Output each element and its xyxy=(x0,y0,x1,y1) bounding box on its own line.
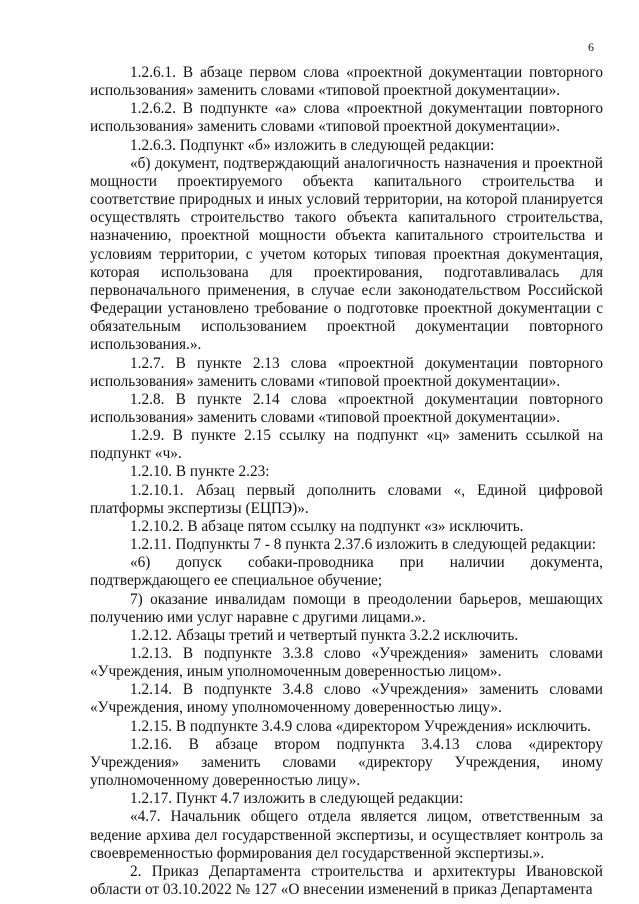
paragraph-1-2-17: 1.2.17. Пункт 4.7 изложить в следующей редакции: xyxy=(130,790,464,808)
paragraph-1-2-9: 1.2.9. В пункте 2.15 ссылку на подпункт «ц» заменить ссылкой на подпункт «ч». xyxy=(90,427,603,463)
page-number: 6 xyxy=(588,40,594,54)
paragraph-1-2-10-1: 1.2.10.1. Абзац первый дополнить словами «, Единой цифровой платформы экспертизы (ЕЦПЭ)». xyxy=(90,481,603,517)
paragraph-1-2-7: 1.2.7. В пункте 2.13 слова «проектной документации повторного использования» заменить словами «типовой проектной документации». xyxy=(90,354,603,390)
document-body xyxy=(90,64,603,899)
paragraph-subitem-6: «6) допуск собаки-проводника при наличии документа, подтверждающего ее специальное обучение; xyxy=(90,554,603,590)
paragraph-item-4-7-text: «4.7. Начальник общего отдела является лицом, ответственным за ведение архива дел государственной экспертизы, и осуществляет контроль за своевременностью формирования дел государственной экспертизы.». xyxy=(90,808,603,862)
paragraph-1-2-12: 1.2.12. Абзацы третий и четвертый пункта 3.2.2 исключить. xyxy=(130,626,519,644)
paragraph-1-2-6-2: 1.2.6.2. В подпункте «а» слова «проектной документации повторного использования» заменить словами «типовой проектной документации». xyxy=(90,100,603,136)
paragraph-1-2-14: 1.2.14. В подпункте 3.4.8 слово «Учреждения» заменить словами «Учреждения, иному уполномоченному доверенностью лицу». xyxy=(90,681,603,717)
paragraph-1-2-10-2: 1.2.10.2. В абзаце пятом ссылку на подпункт «з» исключить. xyxy=(130,517,524,535)
paragraph-1-2-16: 1.2.16. В абзаце втором подпункта 3.4.13 слова «директору Учреждения» заменить словами «директору Учреждения, иному уполномоченному доверенностью лицу». xyxy=(90,735,603,790)
paragraph-subitem-b-text: «б) документ, подтверждающий аналогичность назначения и проектной мощности проектируемого объекта капитального строительства и соответствие природных и иных условий территории, на которой планируется осуществлять строительство такого объекта капитального строительства, назначению, проектной мощности объекта капитального строительства и условиям территории, с учетом которых типовая проектная документация, которая использована для проектирования, подготавливалась для первоначального применения, в случае если законодательством Российской Федерации установлено требование о подготовке проектной документации с обязательным использованием проектной документации повторного использования.». xyxy=(90,154,603,354)
paragraph-1-2-13: 1.2.13. В подпункте 3.3.8 слово «Учреждения» заменить словами «Учреждения, иным уполномоченным доверенностью лицом». xyxy=(90,645,603,681)
paragraph-1-2-10: 1.2.10. В пункте 2.23: xyxy=(130,463,270,481)
paragraph-1-2-15: 1.2.15. В подпункте 3.4.9 слова «директором Учреждения» исключить. xyxy=(130,717,591,735)
paragraph-1-2-6-3: 1.2.6.3. Подпункт «б» изложить в следующей редакции: xyxy=(130,136,495,154)
paragraph-1-2-8: 1.2.8. В пункте 2.14 слова «проектной документации повторного использования» заменить словами «типовой проектной документации». xyxy=(90,390,603,426)
paragraph-1-2-11: 1.2.11. Подпункты 7 - 8 пункта 2.37.6 изложить в следующей редакции: xyxy=(130,536,596,554)
paragraph-1-2-6-1: 1.2.6.1. В абзаце первом слова «проектной документации повторного использования» заменить словами «типовой проектной документации». xyxy=(90,64,603,100)
paragraph-subitem-7: 7) оказание инвалидам помощи в преодолении барьеров, мешающих получению ими услуг наравне с другими лицами.». xyxy=(90,590,603,626)
paragraph-2: 2. Приказ Департамента строительства и архитектуры Ивановской области от 03.10.2022 № 127 «О внесении изменений в приказ Департамента xyxy=(90,862,603,899)
